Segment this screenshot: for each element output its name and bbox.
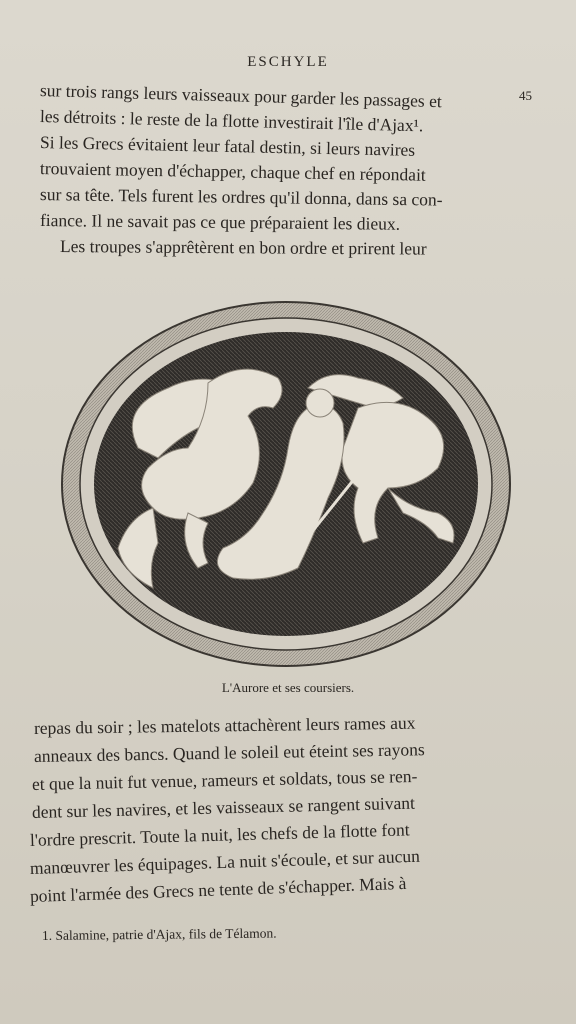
text-line: et que la nuit fut venue, rameurs et soldats, tous se ren-: [31, 765, 418, 794]
text-line: Si les Grecs évitaient leur fatal destin, si leurs navires: [39, 132, 416, 160]
text-line: repas du soir ; les matelots attachèrent leurs rames aux: [33, 712, 416, 738]
text-line: sur trois rangs leurs vaisseaux pour garder les passages et: [39, 80, 443, 112]
text-line: l'ordre prescrit. Toute la nuit, les chefs de la flotte font: [29, 819, 410, 850]
text-line: sur sa tête. Tels furent les ordres qu'il donna, dans sa con-: [39, 184, 443, 210]
text-line: les détroits : le reste de la flotte investirait l'île d'Ajax¹.: [39, 106, 424, 136]
text-line: point l'armée des Grecs ne tente de s'échapper. Mais à: [29, 872, 407, 906]
text-line: trouvaient moyen d'échapper, chaque chef en répondait: [39, 158, 426, 185]
text-line: anneaux des bancs. Quand le soleil eut éteint ses rayons: [33, 739, 425, 766]
aurora-head: [306, 389, 334, 417]
engraving-aurora-horses: [58, 298, 514, 670]
page-number: 45: [519, 88, 532, 103]
figure-caption: L'Aurore et ses coursiers.: [221, 680, 355, 695]
text-line: dent sur les navires, et les vaisseaux se rangent suivant: [31, 792, 416, 822]
engraving-image: [58, 298, 514, 670]
text-line: Les troupes s'apprêtèrent en bon ordre et prirent leur: [59, 236, 427, 259]
text-line: fiance. Il ne savait pas ce que préparaient les dieux.: [39, 210, 401, 234]
text-line: manœuvrer les équipages. La nuit s'écoule, et sur aucun: [29, 845, 421, 878]
footnote: 1. Salamine, patrie d'Ajax, fils de Télamon.: [41, 925, 277, 943]
running-head: ESCHYLE: [247, 54, 329, 70]
